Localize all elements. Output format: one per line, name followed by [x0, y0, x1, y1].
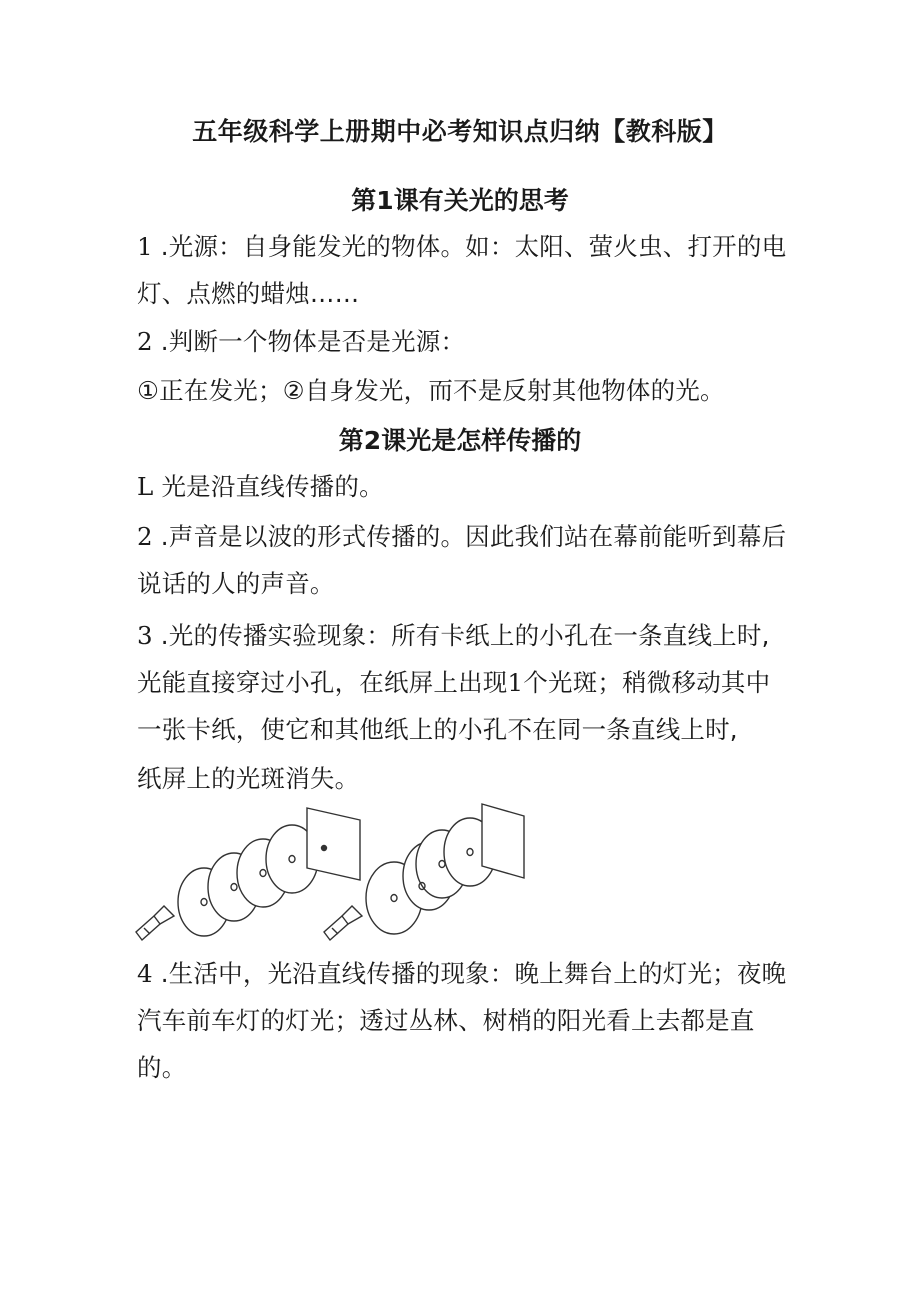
paragraph-text: .判断一个物体是否是光源：	[152, 327, 466, 356]
paragraph-text: .光的传播实验现象：所有卡纸上的小孔在一条直线上时,光能直接穿过小孔，在纸屏上出现	[137, 621, 770, 697]
document-title: 五年级科学上册期中必考知识点归纳【教科版】	[192, 117, 728, 146]
paragraph-number: 2	[137, 522, 153, 551]
paragraph-number: L	[137, 472, 154, 501]
lesson-1-paragraph-2	[137, 318, 792, 365]
lesson-1-paragraph-1	[137, 223, 792, 317]
paragraph-number: 1	[137, 232, 153, 261]
lesson-2-paragraph-3-end: 纸屏上的光斑消失。	[137, 764, 360, 793]
paper-screen	[482, 804, 524, 878]
pinhole-experiment-illustration	[132, 800, 562, 950]
lesson-2-paragraph-3	[137, 612, 792, 753]
paragraph-number: 3	[137, 621, 153, 650]
inline-number: 1	[507, 668, 524, 697]
paragraph-text: 光是沿直线传播的。	[161, 472, 384, 501]
paper-screen	[307, 808, 360, 880]
lesson-2-paragraph-4	[137, 950, 792, 1091]
paragraph-text: .生活中，光沿直线传播的现象：晚上舞台上的灯光；夜晚汽车前车灯的灯光；透过丛林、树梢的阳光看上去都是直的。	[137, 959, 787, 1082]
lesson-2-paragraph-1	[137, 463, 792, 510]
paragraph-text: 个光斑；稍微移动其中一张卡纸，使它和其他纸上的小孔不在同一条直线上时,	[137, 668, 771, 744]
paragraph-number: 4	[137, 959, 153, 988]
paragraph-number: 2	[137, 327, 153, 356]
flashlight-icon	[324, 906, 362, 940]
lesson-2-heading: 第2课光是怎样传播的	[338, 426, 582, 455]
flashlight-icon	[136, 906, 174, 940]
lesson-2-paragraph-2	[137, 513, 792, 607]
lesson-1-heading: 第1课有关光的思考	[351, 186, 569, 215]
lesson-1-paragraph-3: ①正在发光；②自身发光，而不是反射其他物体的光。	[137, 376, 725, 405]
paragraph-text: .声音是以波的形式传播的。因此我们站在幕前能听到幕后说话的人的声音。	[137, 522, 787, 598]
paragraph-text: .光源：自身能发光的物体。如：太阳、萤火虫、打开的电灯、点燃的蜡烛……	[137, 232, 787, 308]
